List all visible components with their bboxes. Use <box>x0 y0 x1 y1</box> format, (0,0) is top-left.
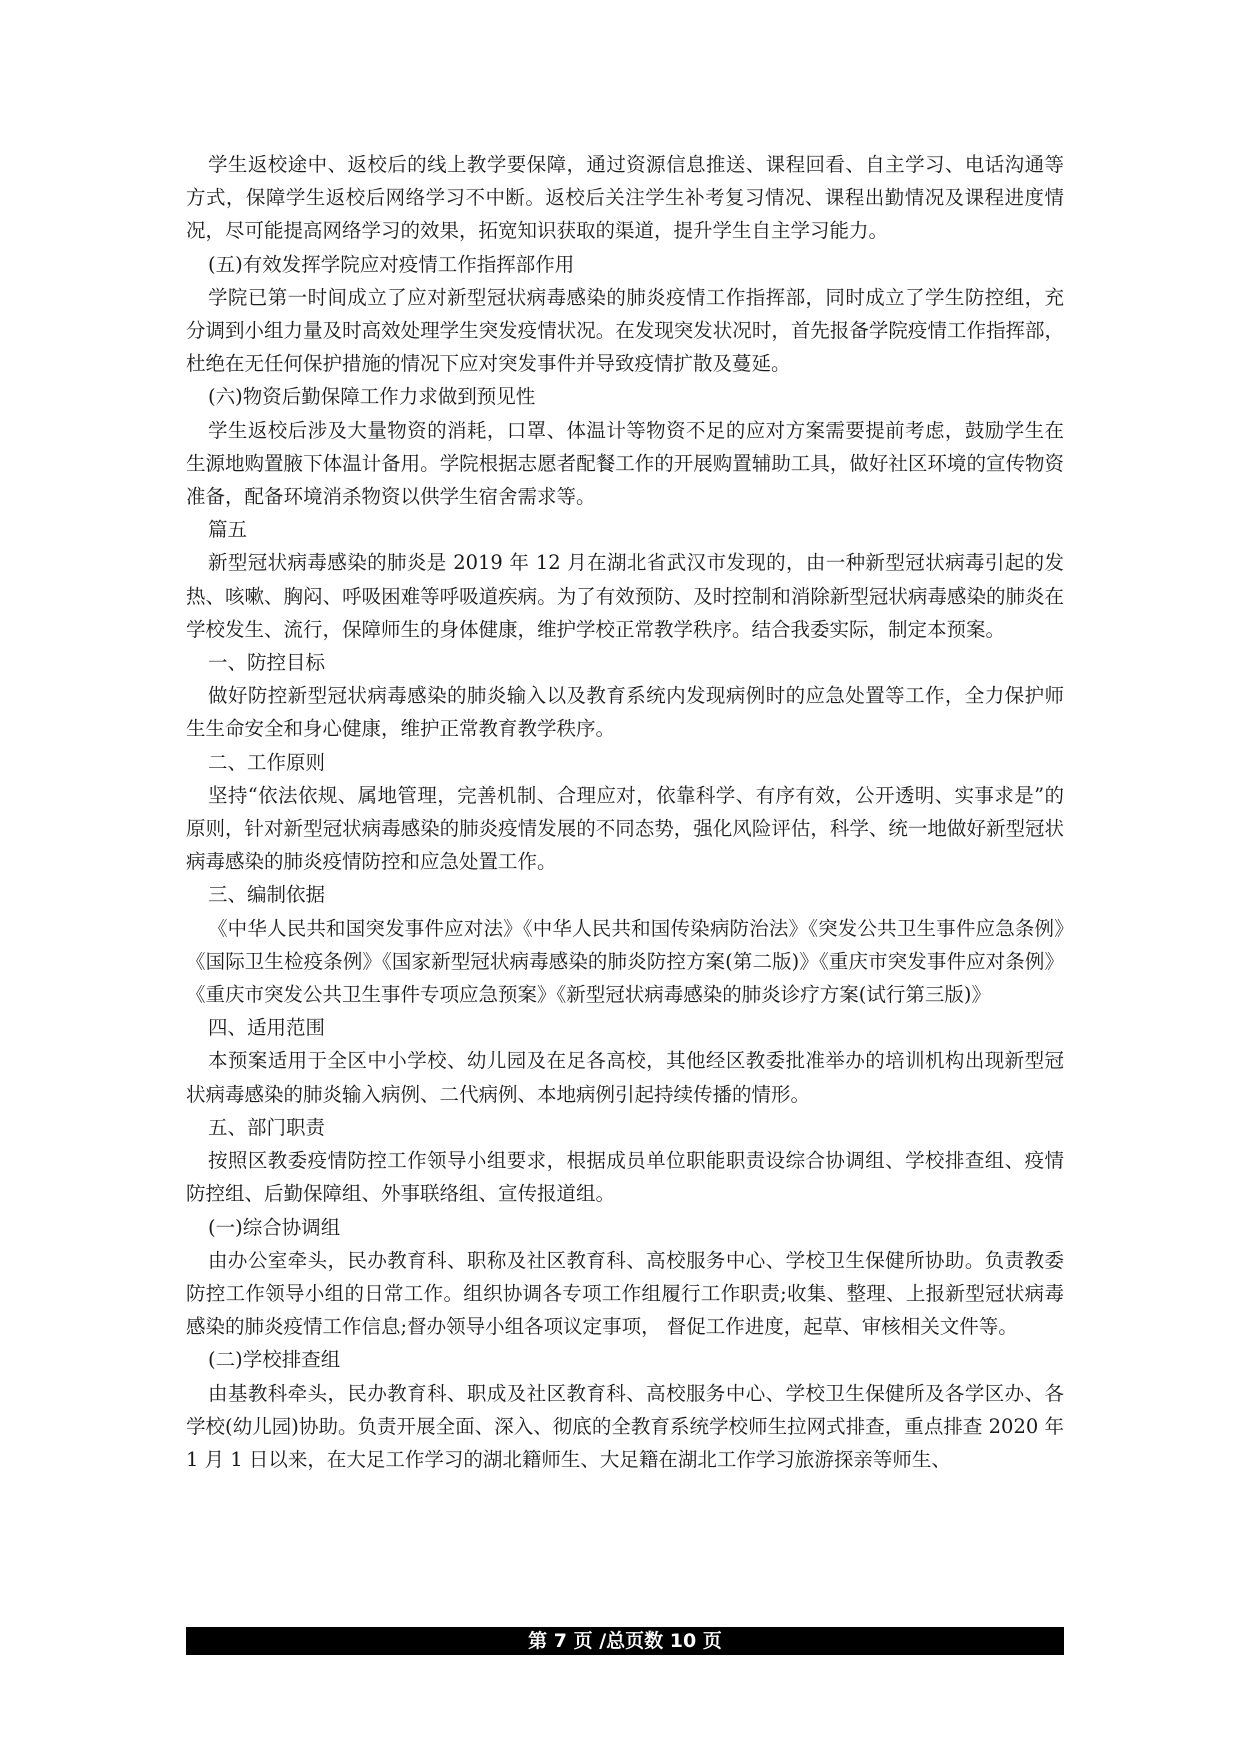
paragraph: 《中华人民共和国突发事件应对法》《中华人民共和国传染病防治法》《突发公共卫生事件应急条例》《国际卫生检疫条例》《国家新型冠状病毒感染的肺炎防控方案(第二版)》《重庆市突发事件应对条例》《重庆市突发公共卫生事件专项应急预案》《新型冠状病毒感染的肺炎诊疗方案(试行第三版)》 <box>186 916 1064 1007</box>
document-body <box>186 148 1064 1476</box>
section-heading: (五)有效发挥学院应对疫情工作指挥部作用 <box>208 252 575 276</box>
paragraph: 学生返校后涉及大量物资的消耗，口罩、体温计等物资不足的应对方案需要提前考虑，鼓励学生在生源地购置腋下体温计备用。学院根据志愿者配餐工作的开展购置辅助工具，做好社区环境的宣传物资准备，配备环境消杀物资以供学生宿舍需求等。 <box>186 418 1064 509</box>
paragraph: 坚持“依法依规、属地管理，完善机制、合理应对，依靠科学、有序有效，公开透明、实事求是”的原则，针对新型冠状病毒感染的肺炎疫情发展的不同态势，强化风险评估，科学、统一地做好新型冠状病毒感染的肺炎疫情防控和应急处置工作。 <box>186 783 1064 874</box>
chapter-heading: 篇五 <box>208 518 248 542</box>
section-heading: 一、防控目标 <box>208 651 326 675</box>
section-heading: 二、工作原则 <box>208 750 326 774</box>
page-number-label: 第 7 页 /总页数 10 页 <box>528 1630 722 1652</box>
paragraph: 新型冠状病毒感染的肺炎是 2019 年 12 月在湖北省武汉市发现的，由一种新型冠状病毒引起的发热、咳嗽、胸闷、呼吸困难等呼吸道疾病。为了有效预防、及时控制和消除新型冠状病毒感染的肺炎在学校发生、流行，保障师生的身体健康，维护学校正常教学秩序。结合我委实际，制定本预案。 <box>186 551 1064 641</box>
section-heading: (二)学校排查组 <box>208 1348 341 1372</box>
section-heading: (一)综合协调组 <box>208 1215 341 1239</box>
paragraph: 学生返校途中、返校后的线上教学要保障，通过资源信息推送、课程回看、自主学习、电话沟通等方式，保障学生返校后网络学习不中断。返校后关注学生补考复习情况、课程出勤情况及课程进度情况，尽可能提高网络学习的效果，拓宽知识获取的渠道，提升学生自主学习能力。 <box>186 153 1064 243</box>
section-heading: 五、部门职责 <box>208 1115 326 1139</box>
page-footer <box>186 1627 1064 1655</box>
paragraph: 按照区教委疫情防控工作领导小组要求，根据成员单位职能职责设综合协调组、学校排查组、疫情防控组、后勤保障组、外事联络组、宣传报道组。 <box>186 1149 1064 1206</box>
paragraph: 由基教科牵头，民办教育科、职成及社区教育科、高校服务中心、学校卫生保健所及各学区办、各学校(幼儿园)协助。负责开展全面、深入、彻底的全教育系统学校师生拉网式排查，重点排查 2020 年 1 月 1 日以来，在大足工作学习的湖北籍师生、大足籍在湖北工作学习旅游探亲等师生、 <box>186 1381 1064 1471</box>
section-heading: (六)物资后勤保障工作力求做到预见性 <box>208 385 536 409</box>
paragraph: 由办公室牵头，民办教育科、职称及社区教育科、高校服务中心、学校卫生保健所协助。负责教委防控工作领导小组的日常工作。组织协调各专项工作组履行工作职责;收集、整理、上报新型冠状病毒感染的肺炎疫情工作信息;督办领导小组各项议定事项， 督促工作进度，起草、审核相关文件等。 <box>186 1248 1064 1339</box>
paragraph: 做好防控新型冠状病毒感染的肺炎输入以及教育系统内发现病例时的应急处置等工作，全力保护师生生命安全和身心健康，维护正常教育教学秩序。 <box>186 684 1064 741</box>
paragraph: 学院已第一时间成立了应对新型冠状病毒感染的肺炎疫情工作指挥部，同时成立了学生防控组，充分调到小组力量及时高效处理学生突发疫情状况。在发现突发状况时，首先报备学院疫情工作指挥部，杜绝在无任何保护措施的情况下应对突发事件并导致疫情扩散及蔓延。 <box>186 285 1064 376</box>
section-heading: 三、编制依据 <box>208 883 326 907</box>
section-heading: 四、适用范围 <box>208 1016 326 1040</box>
paragraph: 本预案适用于全区中小学校、幼儿园及在足各高校，其他经区教委批准举办的培训机构出现新型冠状病毒感染的肺炎输入病例、二代病例、本地病例引起持续传播的情形。 <box>186 1049 1064 1106</box>
